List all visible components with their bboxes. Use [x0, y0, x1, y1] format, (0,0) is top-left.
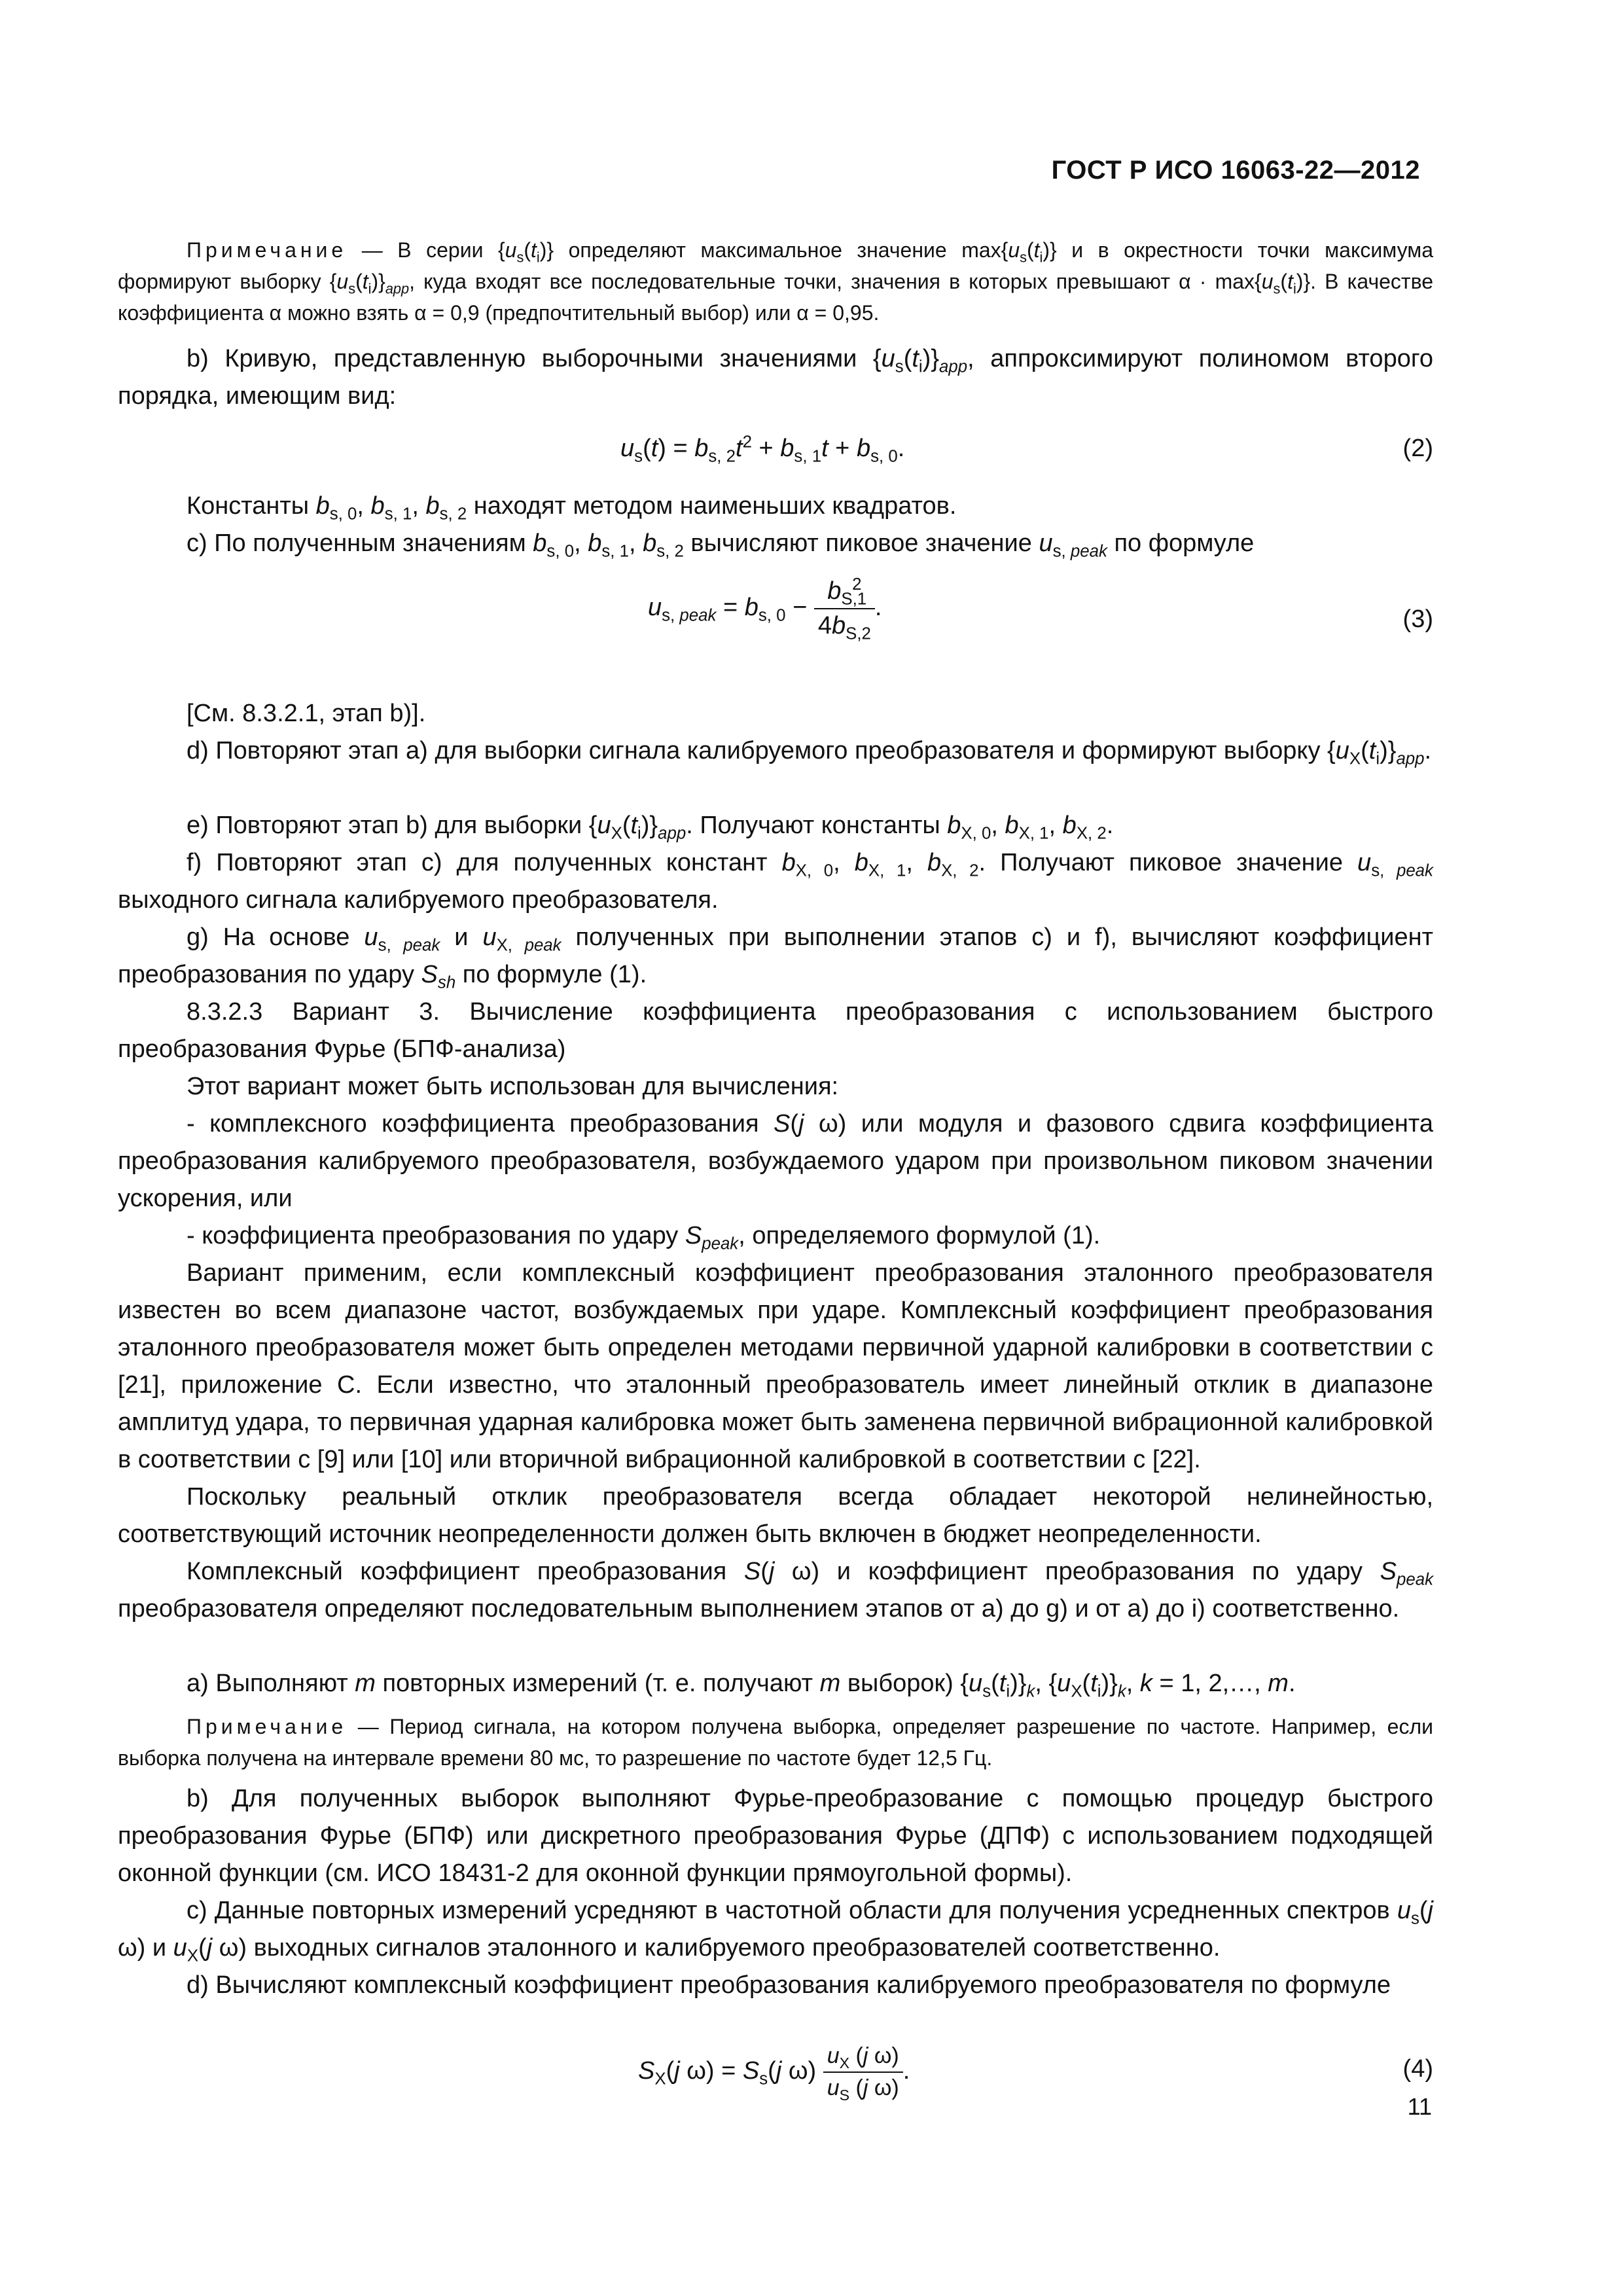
equation-3: $u_{s, peak} = b_{s, 0}$ − $\frac{b_{S,1}^2}{4b_{S,2}}$ . [648, 575, 882, 643]
constants-line: Константы $b_{s, 0}$, $b_{s, 1}$, $b_{s, 2}$ находят методом наименьших квадратов. [187, 492, 957, 524]
fft-step-a: a) Выполняют m повторных измерений (т. е. получают m выборок) $\{u_s(t_i)\}_k$, $\{u_X(t_i)\}_k$, k = 1, 2,…, m. [187, 1670, 1296, 1701]
step-b: b) Кривую, представленную выборочными значениями $\{u_s(t_i)\}_{app}$, аппроксимируют полиномом второго порядка, имеющим вид: [118, 345, 1433, 410]
step-f: f) Повторяют этап c) для полученных констант $b_{X, 0}$, $b_{X, 1}$, $b_{X, 2}$. Получают пиковое значение $u_{s, peak}$ выходного сигнала калибруемого преобразователя. [118, 849, 1433, 914]
equation-4: $S_X(j$ $\omega) = S_s(j$ ω) $\frac{u_X (j \omega)}{u_S (j \omega)}$ . [638, 2043, 910, 2104]
paragraph-procedure: Комплексный коэффициент преобразования S(j ω) и коэффициент преобразования по удару $S_{peak}$ преобразователя определяют последовательным выполнением этапов от a) до g) и от a) до i) соответственно. [118, 1558, 1433, 1623]
paragraph-nonlinearity: Поскольку реальный отклик преобразователя всегда обладает некоторой нелинейностью, соответствующий источник неопределенности должен быть включен в бюджет неопределенности. [118, 1483, 1433, 1548]
step-g: g) На основе $u_{s, peak}$ и $u_{X, peak}$ полученных при выполнении этапов c) и f), вычисляют коэффициент преобразования по удару $S_{sh}$ по формуле (1). [118, 924, 1434, 992]
equation-3-number: (3) [1402, 605, 1433, 633]
note-2: Примечание — Период сигнала, на котором получена выборка, определяет разрешение по частоте. Например, если выборка получена на интервале времени 80 мс, то разрешение по частоте будет 12,5 Гц. [118, 1715, 1433, 1770]
step-d: d) Повторяют этап a) для выборки сигнала калибруемого преобразователя и формируют выборку $\{u_X(t_i)\}_{app}$. [187, 737, 1432, 768]
equation-4-number: (4) [1402, 2055, 1433, 2083]
fft-step-c: c) Данные повторных измерений усредняют в частотной области для получения усредненных спектров $u_s(j$ ω) и $u_X(j$ ω) выходных сигналов эталонного и калибруемого преобразователей соответственно. [118, 1897, 1433, 1965]
equation-2-number: (2) [1402, 435, 1433, 462]
variant-intro: Этот вариант может быть использован для вычисления: [187, 1073, 839, 1100]
fft-step-b: b) Для полученных выборок выполняют Фурье-преобразование с помощью процедур быстрого преобразования Фурье (БПФ) или дискретного преобразования Фурье (ДПФ) с использованием подходящей оконной функции (см. ИСО 18431-2 для оконной функции прямоугольной формы). [118, 1785, 1433, 1887]
reference-line: [См. 8.3.2.1, этап b)]. [187, 700, 426, 727]
document-header: ГОСТ Р ИСО 16063-22—2012 [1051, 156, 1420, 185]
equation-2: $u_s(t) = b_{s, 2}t^2 + b_{s, 1}t + b_{s, 0}$. [620, 433, 905, 466]
step-c: c) По полученным значениям $b_{s, 0}$, $b_{s, 1}$, $b_{s, 2}$ вычисляют пиковое значение $u_{s, peak}$ по формуле [187, 529, 1255, 561]
page-number: 11 [1407, 2093, 1432, 2120]
bullet-2: - коэффициента преобразования по удару $S_{peak}$, определяемого формулой (1). [187, 1222, 1101, 1253]
bullet-1: - комплексного коэффициента преобразования S(j ω) или модуля и фазового сдвига коэффициента преобразования калибруемого преобразователя, возбуждаемого ударом при произвольном пиковом значении ускорения, или [118, 1110, 1434, 1212]
note-1: Примечание — В серии $\{u_s(t_i)\}$ определяют максимальное значение $\max\{u_s(t_i)\}$ и в окрестности точки максимума формируют выборку $\{u_s(t_i)\}_{app}$, куда входят все последовательные точки, значения в которых превышают $\alpha \cdot \max\{u_s(t_i)\}$. В качестве коэффициента α можно взять α = 0,9 (предпочтительный выбор) или α = 0,95. [118, 238, 1433, 325]
section-8-3-2-3: 8.3.2.3 Вариант 3. Вычисление коэффициента преобразования с использованием быстрого преобразования Фурье (БПФ-анализа) [118, 998, 1433, 1063]
fft-step-d: d) Вычисляют комплексный коэффициент преобразования калибруемого преобразователя по формуле [187, 1971, 1391, 1999]
step-e: e) Повторяют этап b) для выборки $\{u_X(t_i)\}_{app}$. Получают константы $b_{X, 0}$, $b_{X, 1}$, $b_{X, 2}$. [187, 812, 1114, 843]
paragraph-applicability: Вариант применим, если комплексный коэффициент преобразования эталонного преобразователя известен во всем диапазоне частот, возбуждаемых при ударе. Комплексный коэффициент преобразования эталонного преобразователя может быть определен методами первичной ударной калибровки в соответствии с [21], приложение C. Если известно, что эталонный преобразователь имеет линейный отклик в диапазоне амплитуд удара, то первичная ударная калибровка может быть заменена первичной вибрационной калибровкой в соответствии с [9] или [10] или вторичной вибрационной калибровкой в соответствии с [22]. [118, 1259, 1433, 1473]
